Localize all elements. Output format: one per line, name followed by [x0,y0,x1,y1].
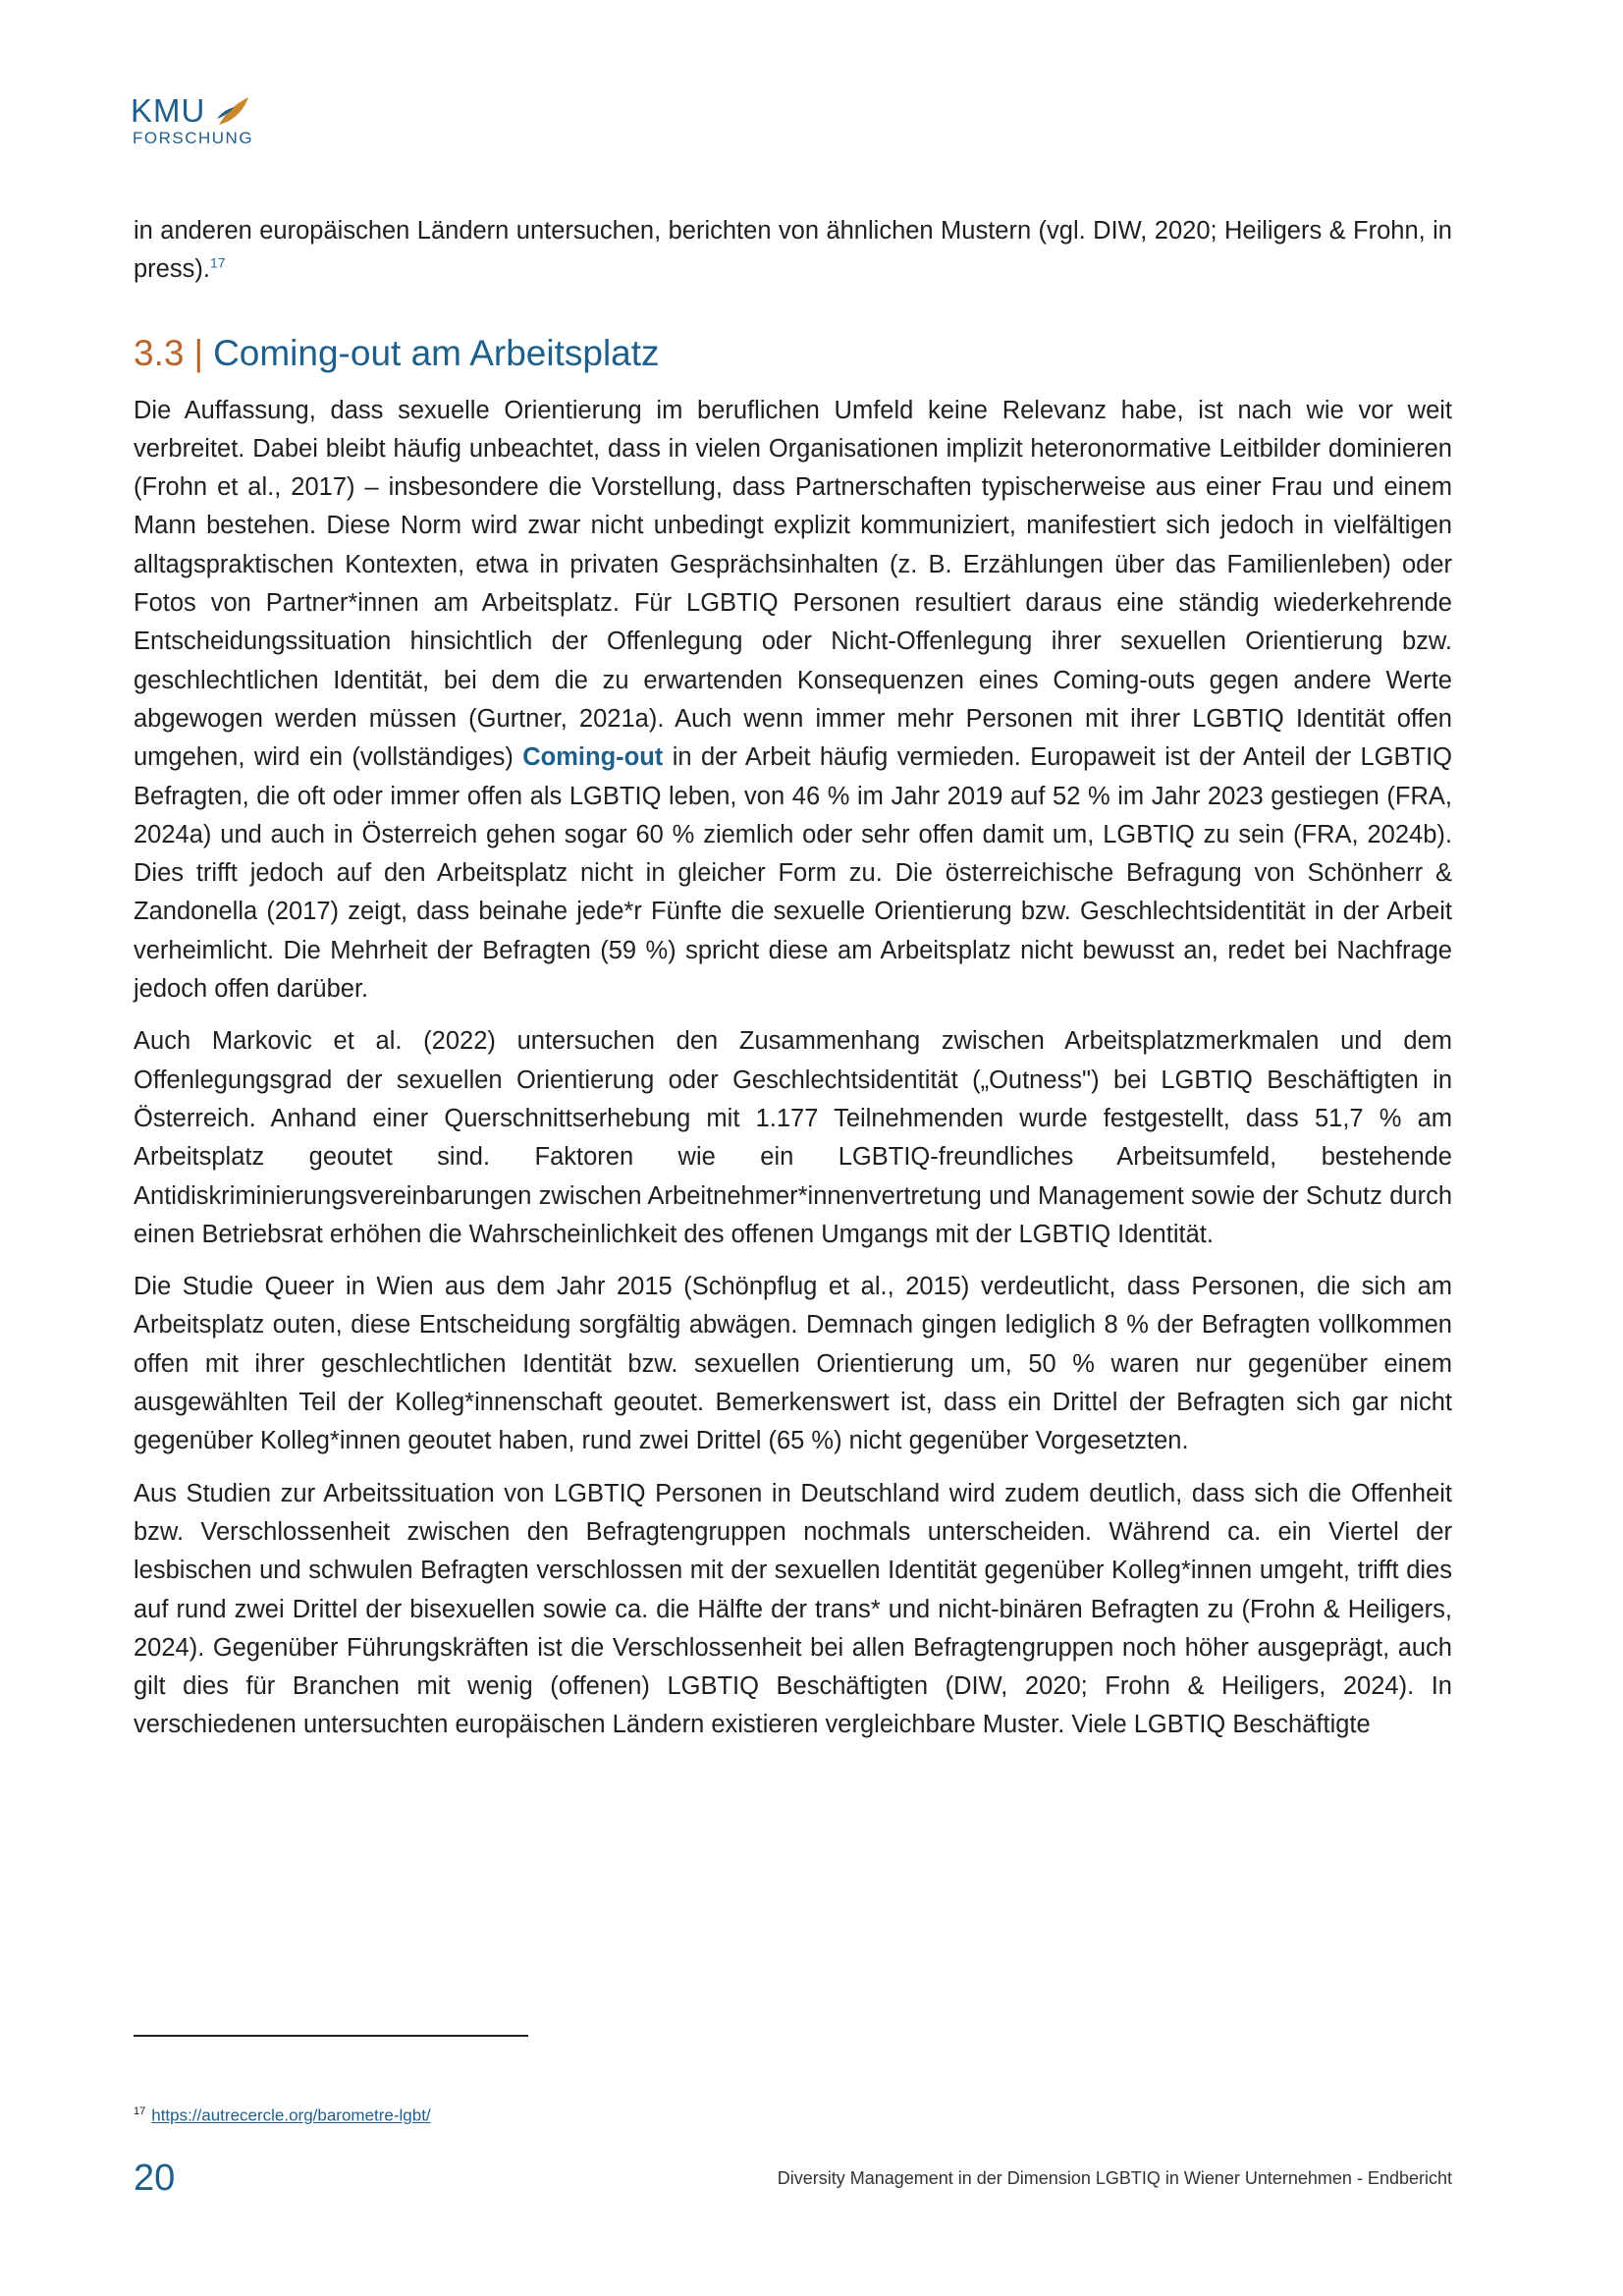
intro-paragraph [134,212,1452,290]
leaf-icon [215,95,254,129]
logo-text-kmu: KMU [131,92,206,129]
paragraph-2: Auch Markovic et al. (2022) untersuchen den Zusammenhang zwischen Arbeitsplatzmerkmalen und dem Offenlegungsgrad der sexuellen Orientierung oder Geschlechtsidentität („Outness") bei LGBTIQ Beschäftigten in Österreich. Anhand einer Querschnittserhebung mit 1.177 Teilnehmenden wurde festgestellt, dass 51,7 % am Arbeitsplatz geoutet sind. Faktoren wie ein LGBTIQ-freundliches Arbeitsumfeld, bestehende Antidiskriminierungsvereinbarungen zwischen Arbeitnehmer*innenvertretung und Management sowie der Schutz durch einen Betriebsrat erhöhen die Wahrscheinlichkeit des offenen Umgangs mit der LGBTIQ Identität. [134,1027,1452,1248]
page-number: 20 [134,2158,176,2199]
footnote-ref[interactable]: 17 [209,254,226,271]
intro-text: in anderen europäischen Ländern untersuchen, berichten von ähnlichen Mustern (vgl. DIW, 2020; Heiligers & Frohn, in press). [134,217,1452,284]
section-number: 3.3 [134,332,185,373]
footnote-divider [134,2035,528,2037]
footnote [134,2105,431,2126]
footer-title: Diversity Management in der Dimension LGBTIQ in Wiener Unternehmen - Endbericht [777,2168,1452,2188]
paragraph-1-part-b: in der Arbeit häufig vermieden. Europaweit ist der Anteil der LGBTIQ Befragten, die oft oder immer offen als LGBTIQ leben, von 46 % im Jahr 2019 auf 52 % im Jahr 2023 gestiegen (FRA, 2024a) und auch in Österreich gehen sogar 60 % ziemlich oder sehr offen damit um, LGBTIQ zu sein (FRA, 2024b). Dies trifft jedoch auf den Arbeitsplatz nicht in gleicher Form zu. Die österreichische Befragung von Schönherr & Zandonella (2017) zeigt, dass beinahe jede*r Fünfte die sexuelle Orientierung bzw. Geschlechtsidentität in der Arbeit verheimlicht. Die Mehrheit der Befragten (59 %) spricht diese am Arbeitsplatz nicht bewusst an, redet bei Nachfrage jedoch offen darüber. [134,743,1452,1004]
paragraph-3: Die Studie Queer in Wien aus dem Jahr 2015 (Schönpflug et al., 2015) verdeutlicht, dass Personen, die sich am Arbeitsplatz outen, diese Entscheidung sorgfältig abwägen. Demnach gingen lediglich 8 % der Befragten vollkommen offen mit ihrer geschlechtlichen Identität bzw. sexuellen Orientierung um, 50 % waren nur gegenüber einem ausgewählten Teil der Kolleg*innenschaft geoutet. Bemerkenswert ist, dass ein Drittel der Befragten sich gar nicht gegenüber Kolleg*innen geoutet haben, rund zwei Drittel (65 %) nicht gegenüber Vorgesetzten. [134,1273,1452,1455]
section-separator: | [193,332,204,373]
kmu-forschung-logo [131,93,258,154]
section-title: Coming-out am Arbeitsplatz [213,332,660,373]
page-content [134,212,1452,1745]
section-heading [134,329,1452,378]
footnote-mark: 17 [134,2105,146,2117]
paragraph-4: Aus Studien zur Arbeitssituation von LGBTIQ Personen in Deutschland wird zudem deutlich, dass sich die Offenheit bzw. Verschlossenheit zwischen den Befragtengruppen nochmals unterscheiden. Während ca. ein Viertel der lesbischen und schwulen Befragten verschlossen mit der sexuellen Identität gegenüber Kolleg*innen umgeht, trifft dies auf rund zwei Drittel der bisexuellen sowie ca. die Hälfte der trans* und nicht-binären Befragten zu (Frohn & Heiligers, 2024). Gegenüber Führungskräften ist die Verschlossenheit bei allen Befragtengruppen noch höher ausgeprägt, auch gilt dies für Branchen mit wenig (offenen) LGBTIQ Beschäftigten (DIW, 2020; Frohn & Heiligers, 2024). In verschiedenen untersuchten europäischen Ländern existieren vergleichbare Muster. Viele LGBTIQ Beschäftigte [134,1479,1452,1739]
logo-text-forschung: FORSCHUNG [133,129,254,147]
footnote-link[interactable]: https://autrecercle.org/barometre-lgbt/ [151,2105,431,2125]
paragraph-1 [134,392,1452,1010]
paragraph-1-part-a: Die Auffassung, dass sexuelle Orientierung im beruflichen Umfeld keine Relevanz habe, ist nach wie vor weit verbreitet. Dabei bleibt häufig unbeachtet, dass in vielen Organisationen implizit heteronormative Leitbilder dominieren (Frohn et al., 2017) – insbesondere die Vorstellung, dass Partnerschaften typischerweise aus einer Frau und einem Mann bestehen. Diese Norm wird zwar nicht unbedingt explizit kommuniziert, manifestiert sich jedoch in vielfältigen alltagspraktischen Kontexten, etwa in privaten Gesprächsinhalten (z. B. Erzählungen über das Familienleben) oder Fotos von Partner*innen am Arbeitsplatz. Für LGBTIQ Personen resultiert daraus eine ständig wiederkehrende Entscheidungssituation hinsichtlich der Offenlegung oder Nicht-Offenlegung ihrer sexuellen Orientierung bzw. geschlechtlichen Identität, bei dem die zu erwartenden Konsequenzen eines Coming-outs gegen andere Werte abgewogen werden müssen (Gurtner, 2021a). Auch wenn immer mehr Personen mit ihrer LGBTIQ Identität offen umgehen, wird ein (vollständiges) [134,396,1452,772]
keyword-coming-out: Coming-out [522,743,664,772]
